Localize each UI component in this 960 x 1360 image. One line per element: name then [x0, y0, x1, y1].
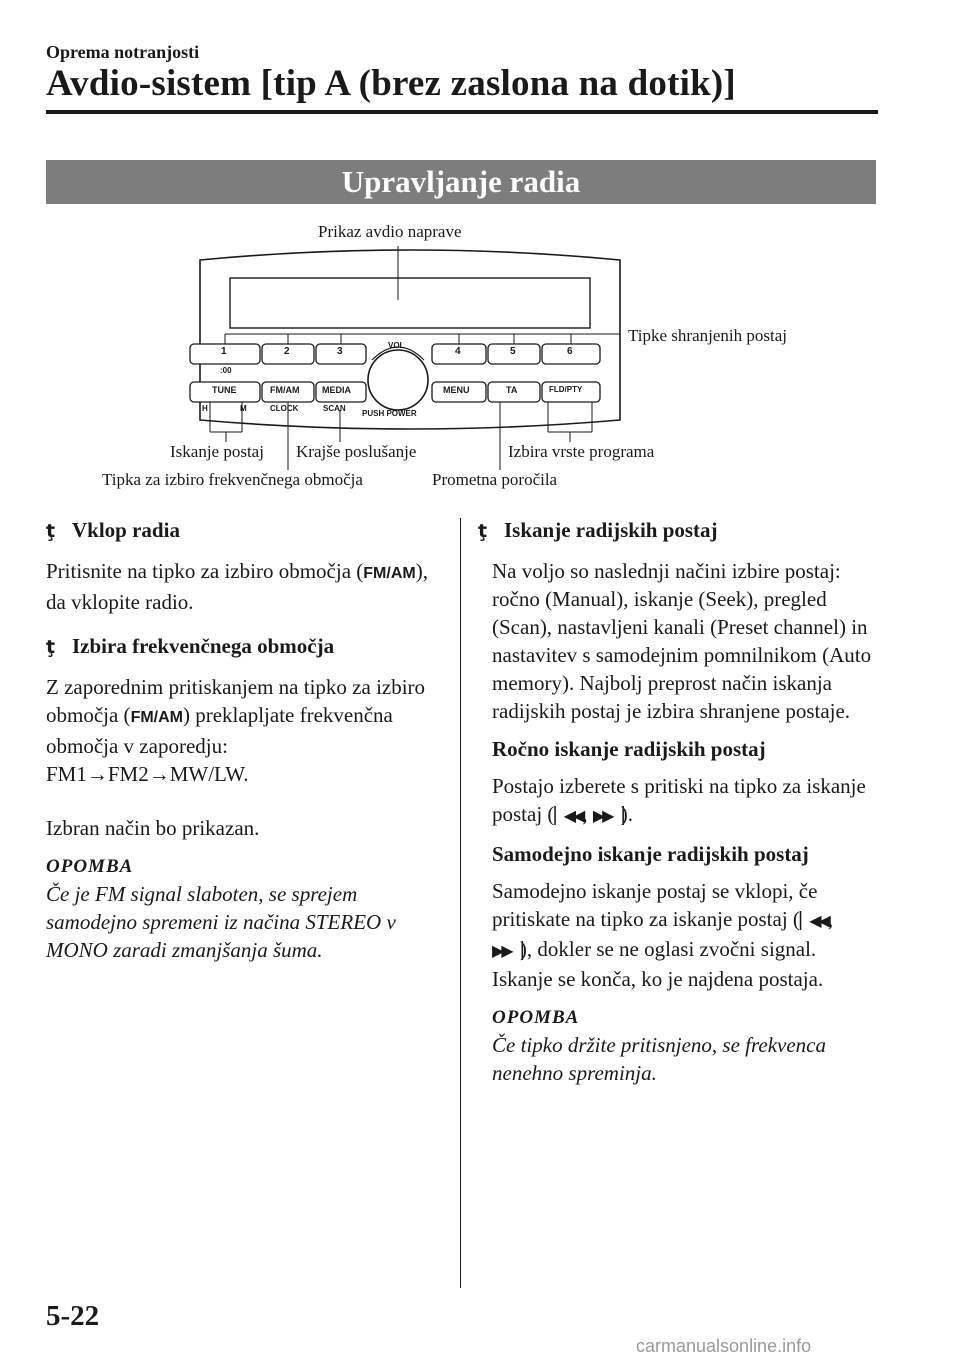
bullet-icon: ţ [46, 520, 56, 542]
preset-6: 6 [567, 346, 573, 357]
menu-label: MENU [443, 385, 470, 395]
page-number: 5-22 [46, 1300, 100, 1332]
band-sequence: FM1→FM2→MW/LW. [46, 762, 249, 786]
preset-5: 5 [510, 346, 516, 357]
heading-text: Iskanje radijskih postaj [504, 518, 718, 542]
fmam-button-symbol: FM/AM [363, 565, 416, 582]
note-title: OPOMBA [46, 856, 134, 877]
ta-label: TA [506, 385, 518, 395]
page-title: Avdio-sistem [tip A (brez zaslona na dotik)] [46, 63, 736, 104]
clock-button-label: CLOCK [270, 404, 299, 413]
fmam-label: FM/AM [270, 385, 300, 395]
seek-back-icon: ▏◀◀ [554, 806, 583, 825]
note-title: OPOMBA [492, 1007, 580, 1028]
volume-knob [368, 350, 428, 410]
subheading-auto-search: Samodejno iskanje radijskih postaj [492, 842, 809, 866]
subheading-manual-search: Ročno iskanje radijskih postaj [492, 737, 766, 761]
label-band: Tipka za izbiro frekvenčnega območja [102, 470, 363, 489]
watermark: carmanualsonline.info [636, 1336, 812, 1356]
fldpty-label: FLD/PTY [549, 385, 583, 394]
paragraph-manual-search: Postajo izberete s pritiski na tipko za iskanje postaj (▏◀◀, ▶▶▕). [492, 774, 866, 826]
hour-label: H [202, 404, 208, 413]
label-scan: Krajše poslušanje [296, 442, 417, 461]
paragraph-radio-on: Pritisnite na tipko za izbiro območja (FM/AM), da vklopite radio. [46, 559, 428, 614]
seek-back-icon: ▏◀◀ [799, 911, 828, 930]
heading-station-search [478, 518, 878, 543]
vol-label: VOL [388, 341, 405, 350]
bullet-icon: ţ [46, 636, 56, 658]
scan-button-label: SCAN [323, 404, 346, 413]
paragraph-selected-mode: Izbran način bo prikazan. [46, 816, 260, 840]
header-rule [46, 110, 878, 114]
paragraph-band-select: Z zaporednim pritiskanjem na tipko za izbiro območja (FM/AM) preklapljate frekvenčna območja v zaporedju: [46, 675, 426, 758]
fmam-button-symbol: FM/AM [130, 709, 183, 726]
label-seek: Iskanje postaj [170, 442, 264, 461]
heading-text: Vklop radia [72, 518, 180, 542]
preset-2: 2 [284, 346, 290, 357]
left-column [46, 518, 446, 964]
push-power-label: PUSH POWER [362, 409, 417, 418]
seek-forward-icon: ▶▶▕ [492, 941, 520, 960]
heading-text: Izbira frekvenčnega območja [72, 634, 335, 658]
label-pty: Izbira vrste programa [508, 442, 655, 461]
bullet-icon: ţ [478, 520, 488, 542]
label-preset-buttons: Tipke shranjenih postaj [628, 326, 787, 345]
radio-diagram [0, 210, 960, 500]
heading-band-select [46, 634, 446, 659]
minute-label: M [240, 404, 247, 413]
paragraph-station-search: Na voljo so naslednji načini izbire postaj: ročno (Manual), iskanje (Seek), pregled (Scan), nastavljeni kanali (Preset channel) in nastavitev s samodejnim pomnilnikom (Auto memory). Najbolj preprost način iskanja radijskih postaj je izbira shranjene postaje. [492, 559, 872, 723]
preset-3: 3 [337, 346, 343, 357]
note-text: Če je FM signal slaboten, se sprejem samodejno spremeni iz načina STEREO v MONO zaradi zmanjšanja šuma. [46, 882, 396, 962]
radio-unit-drawing [0, 210, 960, 500]
display-window [230, 278, 590, 328]
heading-radio-on [46, 518, 446, 543]
media-label: MEDIA [322, 385, 351, 395]
label-display: Prikaz avdio naprave [318, 222, 462, 241]
seek-forward-icon: ▶▶▕ [592, 806, 621, 825]
label-ta: Prometna poročila [432, 470, 558, 489]
paragraph-auto-search: Samodejno iskanje postaj se vklopi, če pritiskate na tipko za iskanje postaj (▏◀◀, ▶▶▕), dokler se ne oglasi zvočni signal. Iskanje se konča, ko je najdena postaja. [492, 879, 834, 991]
section-banner: Upravljanje radia [46, 160, 876, 204]
right-column [478, 518, 878, 1087]
preset-1: 1 [221, 346, 227, 357]
note-text: Če tipko držite pritisnjeno, se frekvenca nenehno spreminja. [492, 1033, 826, 1085]
column-divider [460, 518, 461, 1288]
preset-4: 4 [455, 346, 461, 357]
section-name: Oprema notranjosti [46, 42, 200, 62]
tune-label: TUNE [212, 385, 237, 395]
clock-marker: :00 [220, 366, 232, 375]
